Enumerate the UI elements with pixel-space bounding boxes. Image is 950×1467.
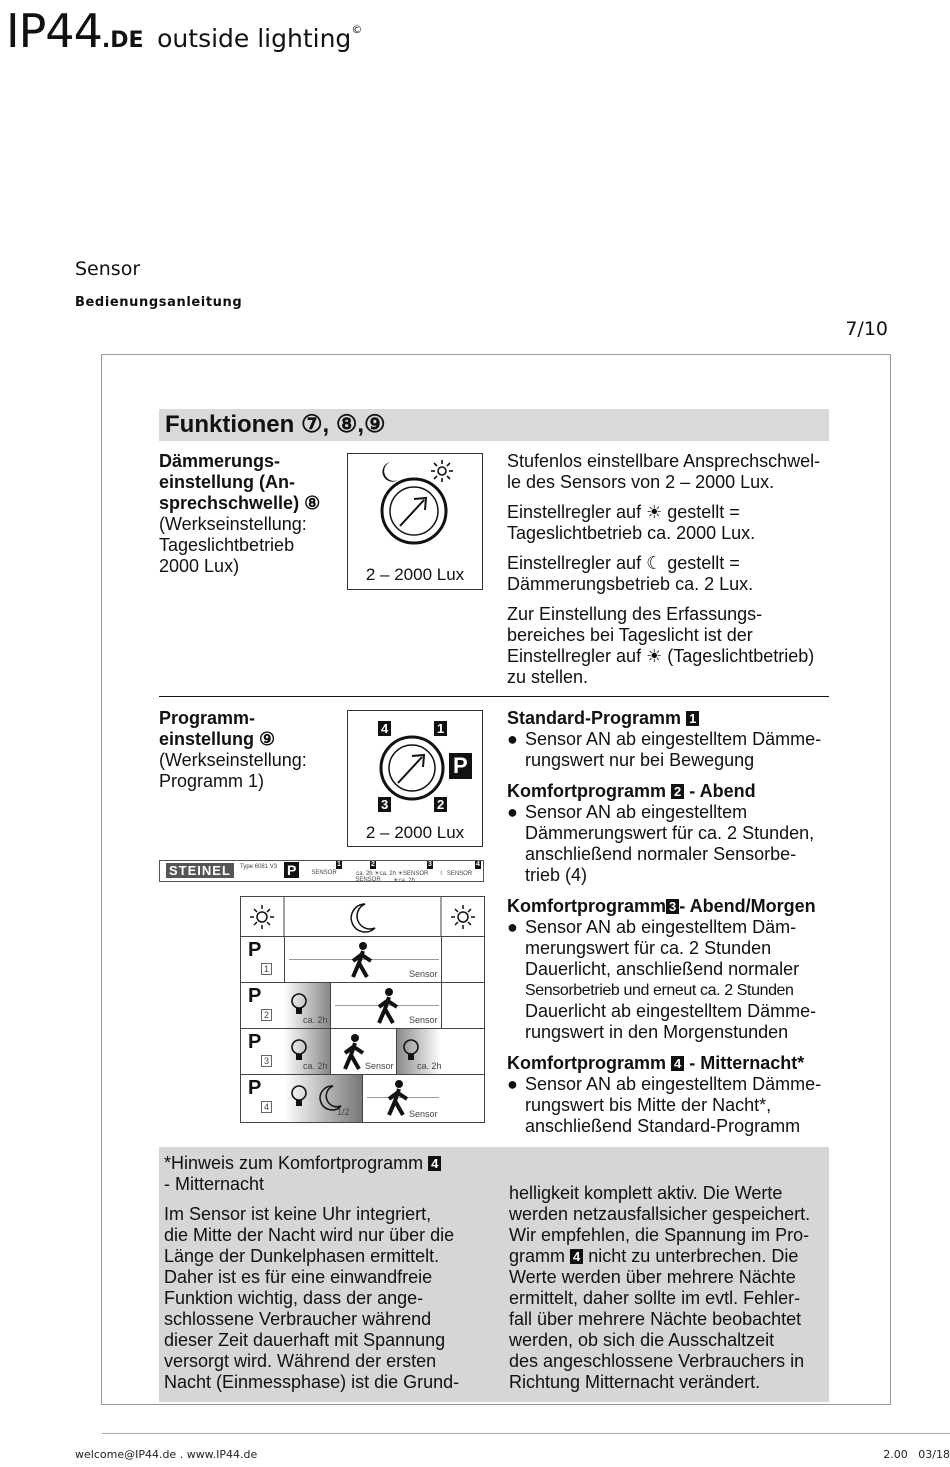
document-subtitle: Bedienungsanleitung (75, 295, 243, 310)
programm-title-line: Programm- (159, 708, 256, 728)
daemmerung-note-line: 2000 Lux) (159, 556, 240, 576)
komfort3-suffix: - Abend/Morgen (679, 896, 816, 916)
hinweis-left-column (164, 1153, 484, 1393)
row-number: 1 (261, 963, 272, 975)
komfort4-line: Sensor AN ab eingestelltem Dämme- (525, 1074, 822, 1094)
daemmerung-dial-diagram (347, 453, 483, 590)
hinweis-right-column (509, 1183, 829, 1393)
row-label: Sensor (365, 1061, 394, 1071)
dial-mark-1: 1 (434, 721, 447, 736)
komfort2-suffix: - Abend (689, 781, 756, 801)
hinweis-right-line: fall über mehrere Nächte beobachtet (509, 1309, 802, 1329)
strip-item-text: ca. 2h ☀SENSOR (355, 871, 381, 883)
footer-divider (102, 1433, 950, 1434)
strip-item-text: ca. 2h ☀SENSOR☀ca. 2h (379, 871, 429, 884)
strip-item-num: 3 (428, 861, 432, 868)
row-number: 4 (261, 1101, 272, 1113)
daemmerung-text-line: Stufenlos einstellbare Ansprechschwel- (507, 451, 821, 471)
hinweis-gramm-post: nicht zu unterbrechen. Die (588, 1246, 799, 1266)
strip-item-num: 4 (476, 861, 480, 868)
row-p-label: P (248, 985, 262, 1007)
row-number: 3 (261, 1055, 272, 1067)
logo-main-text: IP44 (6, 4, 102, 58)
standard-line: rungswert nur bei Bewegung (525, 750, 755, 770)
hinweis-right-line: Wir empfehlen, die Spannung im Pro- (509, 1225, 810, 1245)
hinweis-title-line2: - Mitternacht (164, 1174, 265, 1194)
komfort2-line: trieb (4) (525, 865, 588, 885)
row-label: Sensor (409, 969, 438, 979)
program-timeline-chart (240, 896, 485, 1123)
programm-dial-diagram (347, 710, 483, 847)
logo (6, 0, 361, 71)
logo-copyright: © (351, 23, 362, 36)
strip-item-text: ☾ SENSOR (439, 871, 473, 877)
chart-row-program-4 (240, 1074, 485, 1123)
hinweis-left-line: Nacht (Einmessphase) ist die Grund- (164, 1372, 460, 1392)
komfort4-title: Komfortprogramm (507, 1053, 667, 1073)
logo-domain: .DE (101, 28, 144, 53)
strip-item-num: 1 (337, 861, 341, 868)
daemmerung-dial-label: 2 – 2000 Lux (365, 565, 465, 584)
standard-line: Sensor AN ab eingestelltem Dämme- (525, 729, 822, 749)
sun-icon (250, 905, 274, 929)
daemmerung-text-line: le des Sensors von 2 – 2000 Lux. (507, 472, 775, 492)
hinweis-right-line: werden netzausfallsicher gespeichert. (509, 1204, 811, 1224)
program-num-badge: 3 (666, 899, 679, 914)
komfort2-line: Sensor AN ab eingestelltem (525, 802, 748, 822)
daemmerung-text-line: Dämmerungsbetrieb ca. 2 Lux. (507, 574, 754, 594)
hinweis-right-line: werden, ob sich die Ausschaltzeit (509, 1330, 775, 1350)
program-descriptions: Standard-Programm 1 ● Sensor AN ab eingestelltem Dämme- rungswert nur bei Bewegung Komfortprogramm 2 - Abend ● Sensor AN ab eingestelltem Dämmerungswert für ca. 2 Stunden, anschließend normaler Sensorbe- trieb (4) Komfortprogramm 3 - Abend/Morgen ● Sensor AN ab eingestelltem Däm- merungswert für ca. 2 Stunden Dauerlicht, anschließend normaler Sensorbetrieb und erneut ca. 2 Stunden Dauerlicht ab eingestelltem Dämme- rungswert in den Morgenstunden Komfortprogramm 4 - Mitternacht* ● Sensor AN ab eingestelltem Dämme- rungswert bis Mitte der Nacht*, anschließend Standard-Programm (507, 708, 847, 1137)
daemmerung-text-line: Tageslichtbetrieb ca. 2000 Lux. (507, 523, 756, 543)
hinweis-gramm-pre: gramm (509, 1246, 566, 1266)
daemmerung-text-line: Zur Einstellung des Erfassungs- (507, 604, 763, 624)
hinweis-right-line: ermittelt, daher sollte im evtl. Fehler- (509, 1288, 801, 1308)
row-p-label: P (248, 1077, 262, 1099)
hinweis-left-line: schlossene Verbraucher während (164, 1309, 432, 1329)
komfort2-line: Dämmerungswert für ca. 2 Stunden, (525, 823, 815, 843)
row-label: ca. 2h (303, 1061, 328, 1071)
daemmerung-note-line: (Werkseinstellung: (159, 514, 307, 534)
program-num-badge: 2 (671, 784, 684, 799)
sun-icon (451, 905, 475, 929)
moon-icon (382, 462, 398, 482)
row-label: 1/2 (337, 1107, 350, 1117)
programm-title-line: einstellung ⑨ (159, 729, 276, 749)
daemmerung-label (159, 451, 344, 577)
walking-person-icon (349, 941, 375, 979)
hinweis-right-line: Richtung Mitternacht verändert. (509, 1372, 761, 1392)
daemmerung-text-line: Einstellregler auf ☀ (Tageslichtbetrieb) (507, 646, 815, 666)
komfort4-suffix: - Mitternacht* (689, 1053, 805, 1073)
lightbulb-icon (287, 991, 311, 1017)
row-p-label: P (248, 939, 262, 961)
komfort3-line: Dauerlicht ab eingestelltem Dämme- (525, 1001, 817, 1021)
hinweis-right-line: helligkeit komplett aktiv. Die Werte (509, 1183, 783, 1203)
daemmerung-text-line: zu stellen. (507, 667, 589, 687)
lightbulb-icon (399, 1037, 423, 1063)
arrow-icon (400, 498, 426, 526)
program-num-badge: 4 (570, 1249, 583, 1264)
moon-icon (351, 904, 375, 932)
row-label: ca. 2h (303, 1015, 328, 1025)
hinweis-right-line: Werte werden über mehrere Nächte (509, 1267, 796, 1287)
strip-p-badge: P (284, 862, 299, 878)
komfort4-line: rungswert bis Mitte der Nacht*, (525, 1095, 772, 1115)
daemmerung-description (507, 451, 847, 688)
page-number: 7/10 (845, 318, 888, 340)
chart-row-program-3 (240, 1028, 485, 1075)
daemmerung-text-line: Einstellregler auf ☀ gestellt = (507, 502, 740, 522)
steinel-type: Type 6081 V3 (240, 864, 278, 870)
daemmerung-title-line: einstellung (An- (159, 472, 295, 492)
programm-dial-label: 2 – 2000 Lux (365, 823, 465, 842)
chart-row-program-1 (240, 936, 485, 983)
standard-title: Standard-Programm (507, 708, 682, 728)
program-num-badge: 4 (428, 1156, 441, 1171)
komfort3-line: merungswert für ca. 2 Stunden (525, 938, 772, 958)
program-num-badge: 4 (671, 1056, 684, 1071)
komfort2-title: Komfortprogramm (507, 781, 667, 801)
hinweis-left-line: versorgt wird. Während der ersten (164, 1351, 437, 1371)
chart-row-program-2 (240, 982, 485, 1029)
dial-mark-4: 4 (378, 721, 391, 736)
program-num-badge: 1 (686, 711, 699, 726)
lightbulb-icon (287, 1037, 311, 1063)
hinweis-left-line: Daher ist es für eine einwandfreie (164, 1267, 433, 1287)
walking-person-icon (341, 1033, 367, 1071)
hinweis-right-line: des angeschlossene Verbrauchers in (509, 1351, 805, 1371)
section-heading (159, 409, 829, 441)
section-divider (159, 696, 829, 697)
steinel-brand: STEINEL (166, 863, 234, 878)
komfort3-line: Sensor AN ab eingestelltem Däm- (525, 917, 797, 937)
row-label: Sensor (409, 1109, 438, 1119)
komfort2-line: anschließend normaler Sensorbe- (525, 844, 797, 864)
walking-person-icon (375, 987, 401, 1025)
footer-contact: welcome@IP44.de . www.IP44.de (75, 1448, 258, 1461)
footer-version: 2.00 03/18 (883, 1448, 950, 1461)
hinweis-left-line: Funktion wichtig, dass der ange- (164, 1288, 424, 1308)
strip-item-text: SENSOR (311, 870, 337, 876)
programm-note-line: (Werkseinstellung: (159, 750, 307, 770)
komfort3-line: Dauerlicht, anschließend normaler (525, 959, 800, 979)
programm-note-line: Programm 1) (159, 771, 265, 791)
daemmerung-note-line: Tageslichtbetrieb (159, 535, 295, 555)
hinweis-left-line: Im Sensor ist keine Uhr integriert, (164, 1204, 432, 1224)
strip-item-num: 2 (371, 861, 375, 868)
section-heading-text: Funktionen ⑦, ⑧,⑨ (165, 411, 386, 438)
document-title: Sensor (75, 258, 141, 280)
dial-mark-2: 2 (434, 797, 447, 812)
chart-header-row (240, 896, 485, 937)
komfort3-line: rungswert in den Morgenstunden (525, 1022, 789, 1042)
hinweis-left-line: die Mitte der Nacht wird nur über die (164, 1225, 455, 1245)
daemmerung-text-line: Einstellregler auf ☾ gestellt = (507, 553, 740, 573)
row-label: ca. 2h (417, 1061, 442, 1071)
hinweis-title: *Hinweis zum Komfortprogramm (164, 1153, 424, 1173)
arrow-icon (398, 755, 424, 783)
logo-tagline: outside lighting (157, 24, 352, 53)
chart-header-icons (241, 897, 484, 936)
daemmerung-text-line: bereiches bei Tageslicht ist der (507, 625, 753, 645)
steinel-strip (159, 860, 484, 882)
dial-mark-3: 3 (378, 797, 391, 812)
row-label: Sensor (409, 1015, 438, 1025)
sun-icon (431, 460, 453, 482)
row-number: 2 (261, 1009, 272, 1021)
komfort4-line: anschließend Standard-Programm (525, 1116, 801, 1136)
walking-person-icon (385, 1079, 411, 1117)
hinweis-left-line: Länge der Dunkelphasen ermittelt. (164, 1246, 440, 1266)
program-p-badge: P (449, 753, 472, 779)
lightbulb-icon (287, 1083, 311, 1109)
programm-label (159, 708, 344, 792)
daemmerung-title-line: Dämmerungs- (159, 451, 281, 471)
row-p-label: P (248, 1031, 262, 1053)
hinweis-left-line: dieser Zeit dauerhaft mit Spannung (164, 1330, 446, 1350)
daemmerung-title-line: sprechschwelle) ⑧ (159, 493, 321, 513)
komfort3-title: Komfortprogramm (507, 896, 667, 916)
komfort3-line: Sensorbetrieb und erneut ca. 2 Stunden (525, 982, 794, 999)
